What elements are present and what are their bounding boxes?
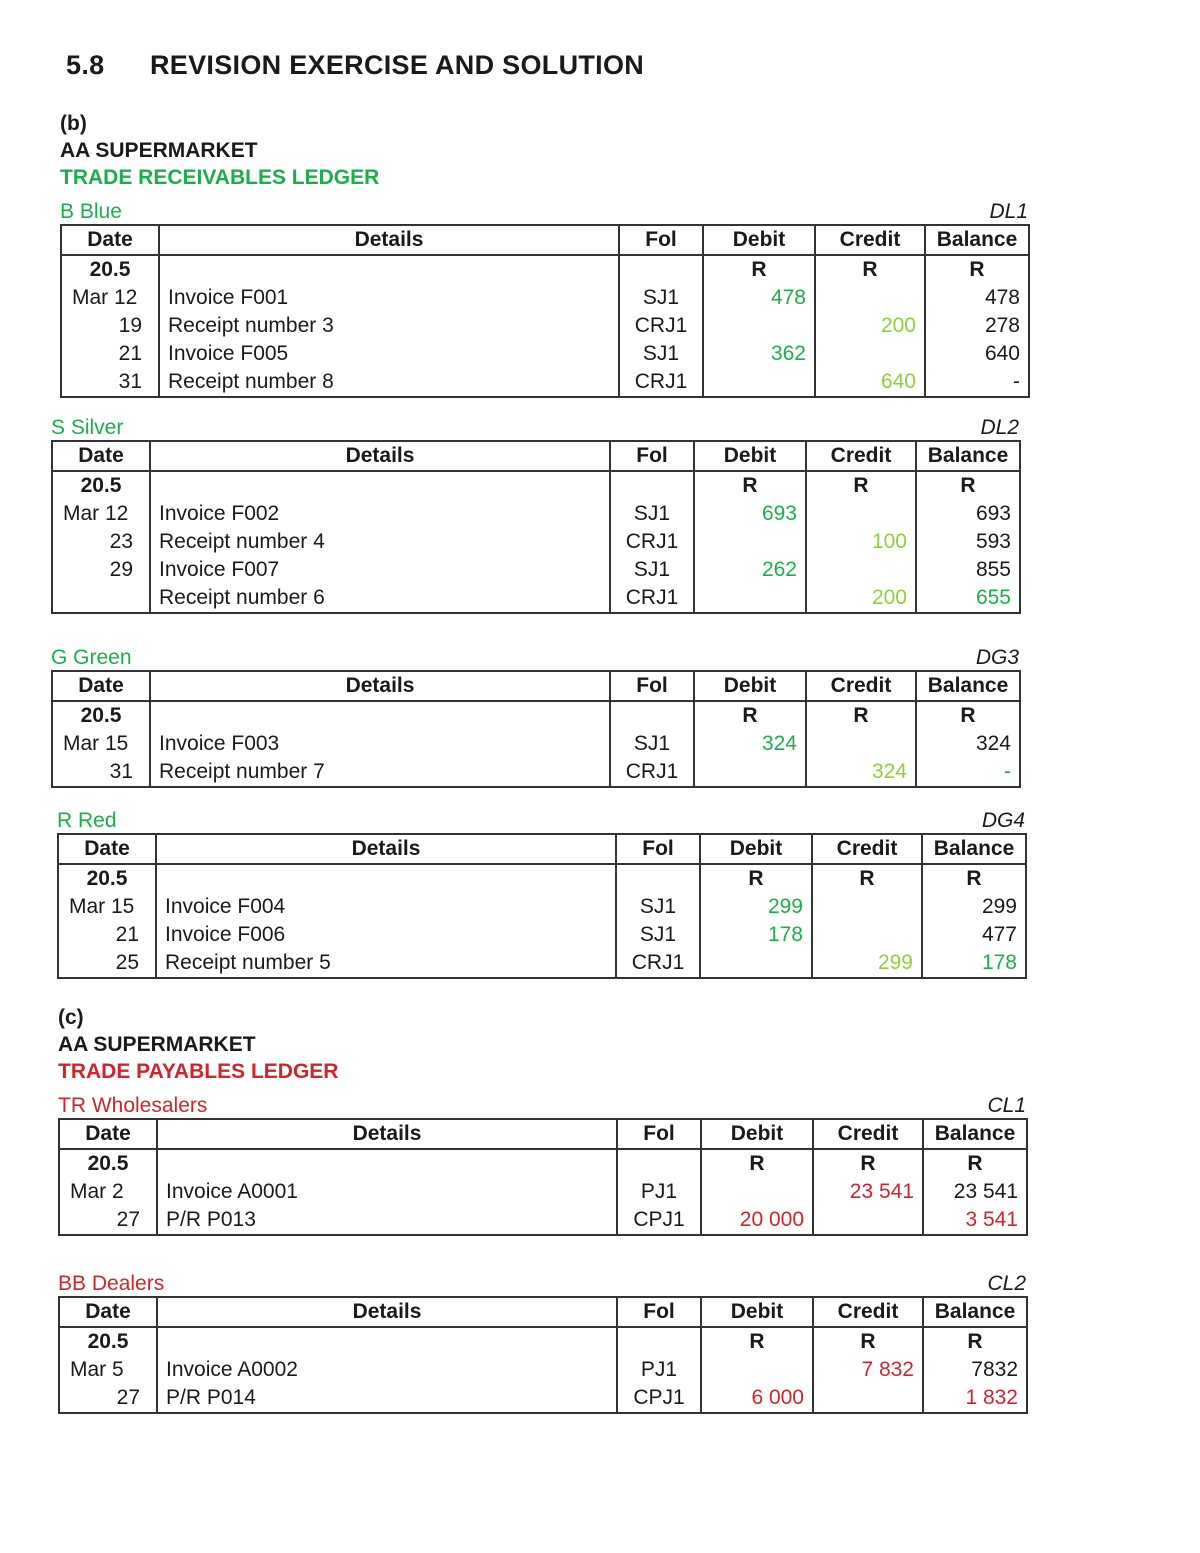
cell-date: 27 xyxy=(59,1206,157,1235)
currency-cell: R xyxy=(923,1327,1027,1356)
currency-cell xyxy=(150,701,610,730)
cell-fol: SJ1 xyxy=(616,893,700,921)
cell-balance: 593 xyxy=(916,528,1020,556)
cell-details: Receipt number 5 xyxy=(156,949,616,978)
column-header-fol: Fol xyxy=(610,441,694,471)
cell-date: 21 xyxy=(61,340,159,368)
cell-details: Receipt number 4 xyxy=(150,528,610,556)
cell-balance: 299 xyxy=(922,893,1026,921)
ledger-row xyxy=(52,758,1020,787)
cell-debit: 178 xyxy=(700,921,812,949)
ledger-row xyxy=(61,340,1029,368)
cell-credit xyxy=(806,556,916,584)
currency-row xyxy=(52,471,1020,500)
cell-debit: 693 xyxy=(694,500,806,528)
ledger-account xyxy=(58,1270,1026,1414)
year-cell: 20.5 xyxy=(52,701,150,730)
cell-details: P/R P013 xyxy=(157,1206,617,1235)
cell-details: Invoice F004 xyxy=(156,893,616,921)
ledger-row xyxy=(58,893,1026,921)
cell-credit xyxy=(813,1384,923,1413)
account-folio: DG3 xyxy=(975,646,1019,669)
currency-row xyxy=(52,701,1020,730)
cell-debit xyxy=(694,758,806,787)
column-header-credit: Credit xyxy=(812,834,922,864)
cell-date: Mar 2 xyxy=(59,1178,157,1206)
cell-credit xyxy=(815,284,925,312)
account-header xyxy=(58,1270,1026,1296)
cell-balance: 278 xyxy=(925,312,1029,340)
header-row xyxy=(58,834,1026,864)
part-c-business: AA SUPERMARKET xyxy=(58,1033,256,1056)
cell-details: Receipt number 6 xyxy=(150,584,610,613)
cell-credit: 640 xyxy=(815,368,925,397)
column-header-balance: Balance xyxy=(922,834,1026,864)
ledger-account xyxy=(60,198,1028,398)
cell-debit: 20 000 xyxy=(701,1206,813,1235)
header-row xyxy=(61,225,1029,255)
column-header-debit: Debit xyxy=(694,441,806,471)
currency-cell: R xyxy=(925,255,1029,284)
column-header-details: Details xyxy=(150,441,610,471)
cell-details: Invoice F007 xyxy=(150,556,610,584)
column-header-balance: Balance xyxy=(925,225,1029,255)
header-row xyxy=(59,1297,1027,1327)
column-header-details: Details xyxy=(159,225,619,255)
currency-row xyxy=(59,1149,1027,1178)
column-header-balance: Balance xyxy=(923,1297,1027,1327)
cell-debit: 362 xyxy=(703,340,815,368)
currency-cell xyxy=(156,864,616,893)
cell-balance: 478 xyxy=(925,284,1029,312)
cell-fol: CPJ1 xyxy=(617,1206,701,1235)
column-header-balance: Balance xyxy=(916,441,1020,471)
year-cell: 20.5 xyxy=(52,471,150,500)
ledger-row xyxy=(61,368,1029,397)
column-header-fol: Fol xyxy=(616,834,700,864)
ledger-table xyxy=(58,1118,1028,1236)
currency-cell: R xyxy=(812,864,922,893)
cell-debit xyxy=(701,1356,813,1384)
ledger-row xyxy=(59,1178,1027,1206)
column-header-date: Date xyxy=(61,225,159,255)
cell-fol: PJ1 xyxy=(617,1356,701,1384)
column-header-balance: Balance xyxy=(916,671,1020,701)
ledger-row xyxy=(52,528,1020,556)
cell-balance: 3 541 xyxy=(923,1206,1027,1235)
account-header xyxy=(57,807,1025,833)
ledger-table xyxy=(58,1296,1028,1414)
part-b-header xyxy=(60,110,379,191)
ledger-row xyxy=(59,1384,1027,1413)
account-name: BB Dealers xyxy=(58,1272,165,1295)
ledger-table xyxy=(57,833,1027,979)
receivables-ledger-title: TRADE RECEIVABLES LEDGER xyxy=(60,166,380,189)
currency-cell: R xyxy=(700,864,812,893)
currency-row xyxy=(59,1327,1027,1356)
account-header xyxy=(51,644,1019,670)
cell-balance: 693 xyxy=(916,500,1020,528)
cell-details: Receipt number 8 xyxy=(159,368,619,397)
cell-fol: CRJ1 xyxy=(619,368,703,397)
cell-fol: CRJ1 xyxy=(610,758,694,787)
column-header-debit: Debit xyxy=(701,1297,813,1327)
cell-fol: CPJ1 xyxy=(617,1384,701,1413)
currency-cell: R xyxy=(703,255,815,284)
account-name: B Blue xyxy=(60,200,122,223)
cell-details: Invoice F003 xyxy=(150,730,610,758)
part-b-business: AA SUPERMARKET xyxy=(60,139,258,162)
column-header-fol: Fol xyxy=(617,1119,701,1149)
year-cell: 20.5 xyxy=(58,864,156,893)
cell-credit xyxy=(812,893,922,921)
currency-cell: R xyxy=(813,1149,923,1178)
cell-credit: 7 832 xyxy=(813,1356,923,1384)
cell-balance: 324 xyxy=(916,730,1020,758)
currency-cell xyxy=(157,1149,617,1178)
cell-date: 25 xyxy=(58,949,156,978)
cell-date: 19 xyxy=(61,312,159,340)
column-header-date: Date xyxy=(59,1297,157,1327)
currency-cell: R xyxy=(694,701,806,730)
cell-date: 31 xyxy=(52,758,150,787)
currency-cell xyxy=(619,255,703,284)
column-header-debit: Debit xyxy=(694,671,806,701)
account-folio: CL2 xyxy=(987,1272,1026,1295)
cell-credit: 23 541 xyxy=(813,1178,923,1206)
cell-date: 23 xyxy=(52,528,150,556)
year-cell: 20.5 xyxy=(59,1149,157,1178)
section-number: 5.8 xyxy=(66,50,105,80)
cell-credit: 200 xyxy=(815,312,925,340)
cell-debit xyxy=(703,312,815,340)
cell-credit xyxy=(806,500,916,528)
column-header-details: Details xyxy=(156,834,616,864)
account-header xyxy=(51,414,1019,440)
currency-cell: R xyxy=(806,471,916,500)
cell-debit xyxy=(700,949,812,978)
cell-date xyxy=(52,584,150,613)
cell-date: 29 xyxy=(52,556,150,584)
cell-details: Invoice F001 xyxy=(159,284,619,312)
cell-balance: 23 541 xyxy=(923,1178,1027,1206)
cell-credit xyxy=(813,1206,923,1235)
currency-cell: R xyxy=(815,255,925,284)
ledger-row xyxy=(52,584,1020,613)
cell-fol: SJ1 xyxy=(610,556,694,584)
cell-credit: 299 xyxy=(812,949,922,978)
currency-cell xyxy=(616,864,700,893)
ledger-account xyxy=(58,1092,1026,1236)
cell-date: 21 xyxy=(58,921,156,949)
column-header-details: Details xyxy=(157,1297,617,1327)
cell-fol: CRJ1 xyxy=(619,312,703,340)
account-folio: DL1 xyxy=(989,200,1028,223)
ledger-row xyxy=(52,730,1020,758)
cell-details: Receipt number 3 xyxy=(159,312,619,340)
cell-balance: - xyxy=(916,758,1020,787)
cell-date: 27 xyxy=(59,1384,157,1413)
cell-credit: 200 xyxy=(806,584,916,613)
cell-debit: 478 xyxy=(703,284,815,312)
cell-balance: 7832 xyxy=(923,1356,1027,1384)
currency-cell: R xyxy=(701,1149,813,1178)
part-c-header xyxy=(58,1004,338,1085)
payables-ledger-title: TRADE PAYABLES LEDGER xyxy=(58,1060,339,1083)
cell-debit xyxy=(694,528,806,556)
ledger-row xyxy=(59,1206,1027,1235)
cell-balance: 855 xyxy=(916,556,1020,584)
currency-cell xyxy=(159,255,619,284)
column-header-debit: Debit xyxy=(703,225,815,255)
currency-cell: R xyxy=(923,1149,1027,1178)
ledger-table xyxy=(60,224,1030,398)
column-header-date: Date xyxy=(58,834,156,864)
cell-fol: SJ1 xyxy=(610,730,694,758)
cell-fol: PJ1 xyxy=(617,1178,701,1206)
currency-cell xyxy=(150,471,610,500)
column-header-credit: Credit xyxy=(813,1297,923,1327)
currency-cell: R xyxy=(806,701,916,730)
column-header-debit: Debit xyxy=(700,834,812,864)
cell-debit: 299 xyxy=(700,893,812,921)
ledger-row xyxy=(58,949,1026,978)
ledger-row xyxy=(61,284,1029,312)
cell-balance: 640 xyxy=(925,340,1029,368)
part-c-label: (c) xyxy=(58,1006,84,1029)
cell-balance: 477 xyxy=(922,921,1026,949)
cell-credit: 324 xyxy=(806,758,916,787)
cell-fol: SJ1 xyxy=(619,284,703,312)
column-header-date: Date xyxy=(59,1119,157,1149)
cell-fol: SJ1 xyxy=(619,340,703,368)
section-heading xyxy=(66,50,644,81)
header-row xyxy=(52,671,1020,701)
currency-cell: R xyxy=(916,701,1020,730)
cell-details: Invoice A0002 xyxy=(157,1356,617,1384)
cell-details: Invoice F005 xyxy=(159,340,619,368)
account-name: R Red xyxy=(57,809,117,832)
ledger-row xyxy=(61,312,1029,340)
cell-details: Invoice F002 xyxy=(150,500,610,528)
ledger-table xyxy=(51,670,1021,788)
cell-details: Invoice A0001 xyxy=(157,1178,617,1206)
cell-fol: CRJ1 xyxy=(610,584,694,613)
cell-details: Receipt number 7 xyxy=(150,758,610,787)
cell-balance: 655 xyxy=(916,584,1020,613)
account-name: G Green xyxy=(51,646,132,669)
cell-credit xyxy=(812,921,922,949)
column-header-credit: Credit xyxy=(815,225,925,255)
header-row xyxy=(52,441,1020,471)
currency-cell xyxy=(610,471,694,500)
ledger-account xyxy=(57,807,1025,979)
column-header-date: Date xyxy=(52,671,150,701)
currency-cell xyxy=(617,1149,701,1178)
column-header-details: Details xyxy=(150,671,610,701)
cell-debit xyxy=(703,368,815,397)
currency-cell: R xyxy=(813,1327,923,1356)
ledger-table xyxy=(51,440,1021,614)
cell-fol: CRJ1 xyxy=(616,949,700,978)
ledger-row xyxy=(52,500,1020,528)
cell-details: P/R P014 xyxy=(157,1384,617,1413)
currency-cell xyxy=(610,701,694,730)
cell-debit xyxy=(694,584,806,613)
account-header xyxy=(60,198,1028,224)
ledger-row xyxy=(58,921,1026,949)
currency-cell xyxy=(617,1327,701,1356)
currency-cell xyxy=(157,1327,617,1356)
year-cell: 20.5 xyxy=(61,255,159,284)
cell-date: Mar 5 xyxy=(59,1356,157,1384)
cell-date: Mar 15 xyxy=(52,730,150,758)
account-folio: DL2 xyxy=(980,416,1019,439)
ledger-row xyxy=(52,556,1020,584)
cell-fol: SJ1 xyxy=(616,921,700,949)
cell-date: Mar 12 xyxy=(61,284,159,312)
cell-debit: 262 xyxy=(694,556,806,584)
cell-balance: 178 xyxy=(922,949,1026,978)
cell-balance: - xyxy=(925,368,1029,397)
cell-debit xyxy=(701,1178,813,1206)
cell-date: Mar 15 xyxy=(58,893,156,921)
cell-date: 31 xyxy=(61,368,159,397)
column-header-date: Date xyxy=(52,441,150,471)
cell-debit: 6 000 xyxy=(701,1384,813,1413)
currency-cell: R xyxy=(922,864,1026,893)
cell-debit: 324 xyxy=(694,730,806,758)
cell-date: Mar 12 xyxy=(52,500,150,528)
account-name: S Silver xyxy=(51,416,124,439)
column-header-credit: Credit xyxy=(806,671,916,701)
currency-row xyxy=(61,255,1029,284)
currency-cell: R xyxy=(694,471,806,500)
ledger-account xyxy=(51,414,1019,614)
column-header-details: Details xyxy=(157,1119,617,1149)
cell-fol: SJ1 xyxy=(610,500,694,528)
cell-credit: 100 xyxy=(806,528,916,556)
currency-cell: R xyxy=(916,471,1020,500)
column-header-balance: Balance xyxy=(923,1119,1027,1149)
year-cell: 20.5 xyxy=(59,1327,157,1356)
cell-credit xyxy=(815,340,925,368)
cell-details: Invoice F006 xyxy=(156,921,616,949)
column-header-credit: Credit xyxy=(806,441,916,471)
currency-cell: R xyxy=(701,1327,813,1356)
cell-fol: CRJ1 xyxy=(610,528,694,556)
column-header-fol: Fol xyxy=(610,671,694,701)
header-row xyxy=(59,1119,1027,1149)
section-title: REVISION EXERCISE AND SOLUTION xyxy=(150,50,645,80)
column-header-fol: Fol xyxy=(617,1297,701,1327)
ledger-row xyxy=(59,1356,1027,1384)
account-name: TR Wholesalers xyxy=(58,1094,208,1117)
cell-balance: 1 832 xyxy=(923,1384,1027,1413)
currency-row xyxy=(58,864,1026,893)
column-header-credit: Credit xyxy=(813,1119,923,1149)
column-header-debit: Debit xyxy=(701,1119,813,1149)
ledger-account xyxy=(51,644,1019,788)
account-folio: CL1 xyxy=(987,1094,1026,1117)
cell-credit xyxy=(806,730,916,758)
part-b-label: (b) xyxy=(60,112,87,135)
column-header-fol: Fol xyxy=(619,225,703,255)
account-folio: DG4 xyxy=(981,809,1025,832)
account-header xyxy=(58,1092,1026,1118)
